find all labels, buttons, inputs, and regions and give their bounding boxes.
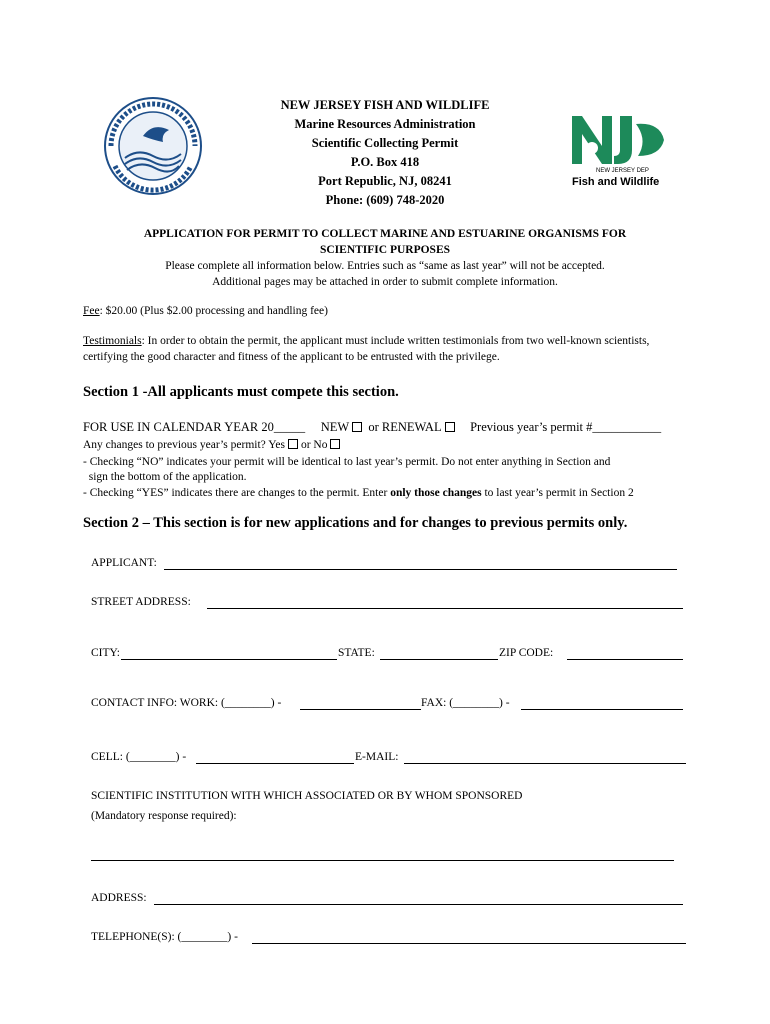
state-input[interactable] (380, 659, 498, 660)
application-title (80, 226, 690, 290)
previous-permit-field[interactable]: Previous year’s permit #___________ (470, 420, 662, 434)
fee-label: Fee (83, 305, 100, 317)
work-phone-input[interactable] (300, 709, 421, 710)
new-label: NEW (320, 420, 350, 434)
institution-telephone-input[interactable] (252, 943, 686, 944)
nj-letters-icon (568, 104, 668, 170)
permit-name: Scientific Collecting Permit (311, 136, 459, 150)
renewal-label: or RENEWAL (368, 420, 442, 434)
zip-input[interactable] (567, 659, 683, 660)
institution-address-input[interactable] (154, 904, 683, 905)
testimonials-text: : In order to obtain the permit, the applicant must include written testimonials from two well-known scientists, certifying the good character and fitness of the applicant to be entrusted with the privilege. (83, 335, 650, 363)
institution-mandatory-note: (Mandatory response required): (91, 810, 237, 822)
instructions-line-1: Please complete all information below. Entries such as “same as last year” will not be accepted. (165, 260, 605, 272)
logo-caption: Fish and Wildlife (572, 176, 660, 188)
renewal-checkbox[interactable] (445, 422, 455, 432)
work-phone-label: CONTACT INFO: WORK: (________) - (91, 697, 282, 709)
calendar-year-field[interactable]: FOR USE IN CALENDAR YEAR 20_____ (83, 420, 306, 434)
logo-caption-small: NEW JERSEY DEP (596, 168, 649, 174)
note-yes-line (83, 485, 634, 501)
zip-label: ZIP CODE: (499, 647, 554, 659)
fee-paragraph (83, 303, 688, 319)
cell-phone-input[interactable] (196, 763, 354, 764)
phone-line: Phone: (609) 748-2020 (325, 193, 445, 207)
agency-header (200, 96, 570, 210)
note-yes-emphasis: only those changes (390, 487, 482, 499)
calendar-year-row (83, 419, 661, 435)
instructions-line-2: Additional pages may be attached in order to submit complete information. (212, 276, 558, 288)
email-input[interactable] (404, 763, 686, 764)
city-line: Port Republic, NJ, 08241 (318, 174, 452, 188)
note-yes-part-c: to last year’s permit in Section 2 (481, 487, 634, 499)
testimonials-label: Testimonials (83, 335, 142, 347)
institution-input[interactable] (91, 860, 674, 861)
street-address-input[interactable] (207, 608, 683, 609)
changes-yes-checkbox[interactable] (288, 439, 298, 449)
note-no-line-1: - Checking “NO” indicates your permit will be identical to last year’s permit. Do not enter anything in Section and (83, 456, 611, 468)
state-label: STATE: (338, 647, 375, 659)
nj-fish-wildlife-logo (568, 104, 678, 194)
changes-row (83, 437, 343, 453)
fax-label: FAX: (________) - (421, 697, 510, 709)
changes-question: Any changes to previous year’s permit? Yes (83, 439, 285, 451)
fee-text: : $20.00 (Plus $2.00 processing and handling fee) (99, 305, 328, 317)
email-label: E-MAIL: (355, 751, 399, 763)
institution-address-label: ADDRESS: (91, 892, 147, 904)
section-1-heading: Section 1 -All applicants must compete this section. (83, 384, 399, 400)
note-no-line-2: sign the bottom of the application. (83, 471, 247, 483)
agency-name: NEW JERSEY FISH AND WILDLIFE (280, 98, 490, 112)
city-label: CITY: (91, 647, 120, 659)
nj-dep-seal (103, 96, 203, 196)
cell-phone-label: CELL: (________) - (91, 751, 187, 763)
po-box: P.O. Box 418 (350, 155, 420, 169)
new-checkbox[interactable] (352, 422, 362, 432)
changes-no-checkbox[interactable] (330, 439, 340, 449)
administration-name: Marine Resources Administration (294, 117, 476, 131)
institution-label: SCIENTIFIC INSTITUTION WITH WHICH ASSOCIATED OR BY WHOM SPONSORED (91, 790, 523, 802)
applicant-input[interactable] (164, 569, 677, 570)
applicant-label: APPLICANT: (91, 557, 157, 569)
changes-no-label: or No (300, 439, 328, 451)
testimonials-paragraph (83, 333, 688, 365)
street-address-label: STREET ADDRESS: (91, 596, 191, 608)
nj-dep-seal-icon (103, 96, 203, 196)
section-2-heading: Section 2 – This section is for new applications and for changes to previous permits only. (83, 515, 628, 531)
institution-telephone-label: TELEPHONE(S): (________) - (91, 931, 238, 943)
title-line-1: APPLICATION FOR PERMIT TO COLLECT MARINE AND ESTUARINE ORGANISMS FOR (143, 228, 627, 240)
title-line-2: SCIENTIFIC PURPOSES (319, 244, 451, 256)
note-yes-part-a: - Checking “YES” indicates there are changes to the permit. Enter (83, 487, 391, 499)
fax-input[interactable] (521, 709, 683, 710)
city-input[interactable] (121, 659, 337, 660)
